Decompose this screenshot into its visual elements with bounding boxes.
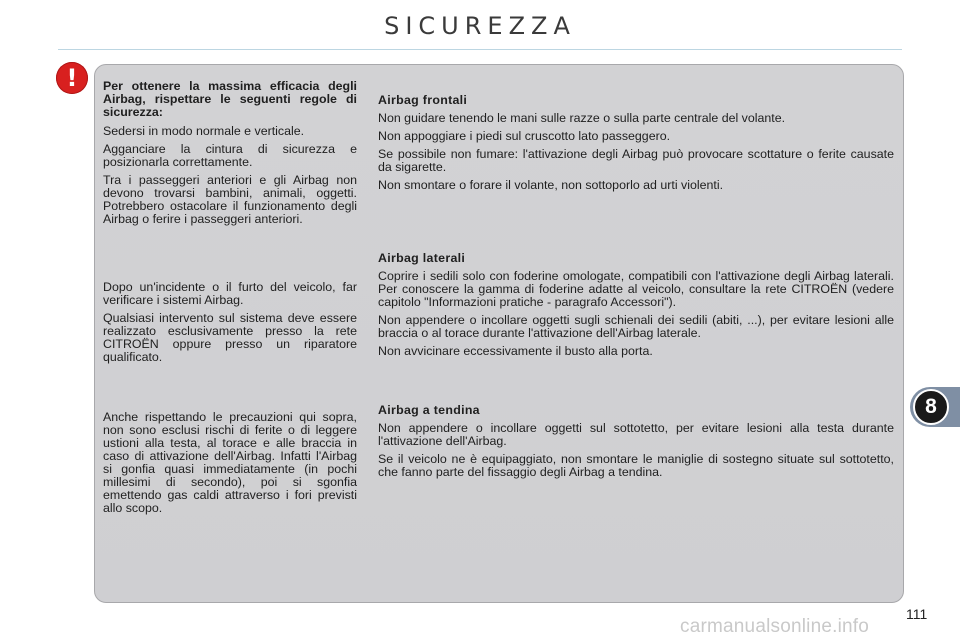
section-heading-tendina: Airbag a tendina (378, 403, 480, 417)
section-paragraph: Non smontare o forare il volante, non sottoporlo ad urti violenti. (378, 178, 724, 192)
title-divider (58, 49, 902, 50)
right-column (378, 94, 894, 484)
section-paragraph: Coprire i sedili solo con foderine omologate, compatibili con l'attivazione degli Airbag laterali. Per conoscere la gamma di foderine adatte al veicolo, consultare la rete CITROËN (vedere capitolo "Informazioni pratiche - paragrafo Accessori"). (378, 269, 894, 309)
page-number: 111 (906, 606, 928, 622)
left-column (103, 80, 357, 520)
rule-paragraph: Tra i passeggeri anteriori e gli Airbag non devono trovarsi bambini, animali, oggetti. Potrebbero ostacolare il funzionamento degli Airbag o ferire i passeggeri anteriori. (103, 173, 357, 226)
section-heading-laterali: Airbag laterali (378, 251, 466, 265)
section-heading-frontali: Airbag frontali (378, 93, 468, 107)
chapter-number-badge[interactable]: 8 (913, 389, 949, 425)
page-title: SICUREZZA (384, 12, 576, 40)
rule-paragraph: Agganciare la cintura di sicurezza e posizionarla correttamente. (103, 142, 357, 169)
exclamation-icon: ! (56, 62, 88, 94)
section-paragraph: Non appendere o incollare oggetti sul sottotetto, per evitare lesioni alla testa durante l'attivazione dell'Airbag. (378, 421, 894, 448)
safety-rules-heading: Per ottenere la massima efficacia degli Airbag, rispettare le seguenti regole di sicurezza: (103, 79, 357, 119)
section-paragraph: Non guidare tenendo le mani sulle razze o sulla parte centrale del volante. (378, 111, 786, 125)
section-paragraph: Non appoggiare i piedi sul cruscotto lato passeggero. (378, 129, 671, 143)
rule-paragraph: Dopo un'incidente o il furto del veicolo, far verificare i sistemi Airbag. (103, 280, 357, 307)
rule-paragraph: Sedersi in modo normale e verticale. (103, 124, 305, 138)
watermark-text: carmanualsonline.info (680, 616, 870, 637)
section-paragraph: Non appendere o incollare oggetti sugli schienali dei sedili (abiti, ...), per evitare lesioni alle braccia o al torace durante l'attivazione dell'Airbag laterale. (378, 313, 894, 340)
section-paragraph: Non avvicinare eccessivamente il busto alla porta. (378, 344, 653, 358)
rule-paragraph: Qualsiasi intervento sul sistema deve essere realizzato esclusivamente presso la rete CITROËN oppure presso un riparatore qualificato. (103, 311, 357, 364)
section-paragraph: Se possibile non fumare: l'attivazione degli Airbag può provocare scottature o ferite causate da sigarette. (378, 147, 894, 174)
section-paragraph: Se il veicolo ne è equipaggiato, non smontare le maniglie di sostegno situate sul sottotetto, che fanno parte del fissaggio degli Airbag a tendina. (378, 452, 894, 479)
rule-paragraph: Anche rispettando le precauzioni qui sopra, non sono esclusi rischi di ferite o di leggere ustioni alla testa, al torace e alle braccia in caso di attivazione dell'Airbag. Infatti l'Airbag si gonfia quasi immediatamente (in pochi millesimi di secondo), poi si sgonfia emettendo gas caldi attraverso i fori previsti allo scopo. (103, 410, 357, 515)
